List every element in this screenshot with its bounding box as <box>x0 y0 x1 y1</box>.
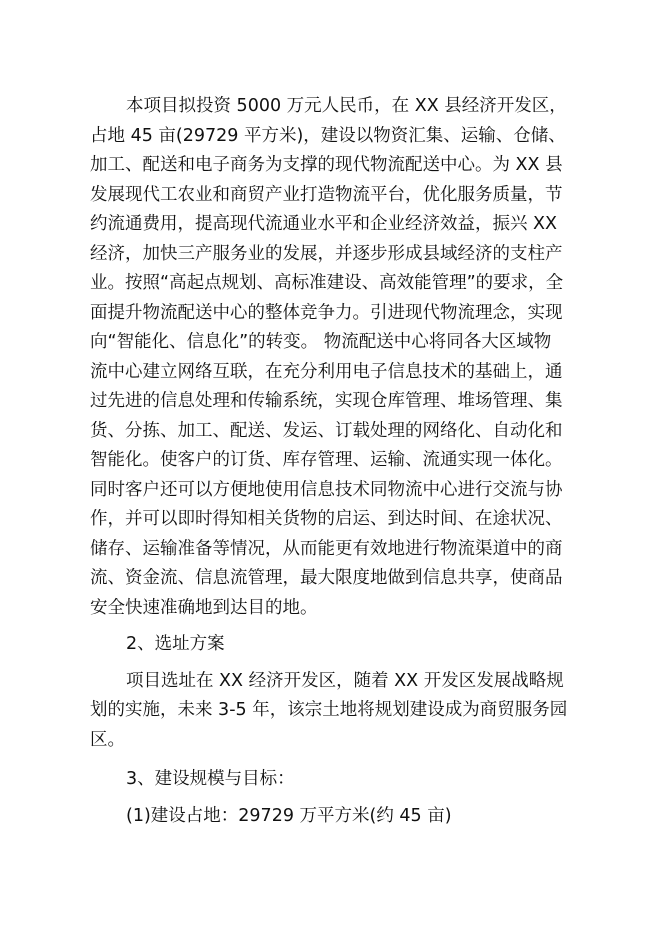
text-line: 向“智能化、信息化”的转变。 物流配送中心将同各大区域物 <box>90 332 552 352</box>
text-line: 流中心建立网络互联，在充分利用电子信息技术的基础上，通 <box>90 361 563 382</box>
text-line: 过先进的信息处理和传输系统，实现仓库管理、堆场管理、集 <box>90 391 563 411</box>
text-line: 划的实施，未来 3-5 年，该宗土地将规划建设成为商贸服务园 <box>90 700 568 720</box>
text-line: 占地 45 亩(29729 平方米)，建设以物资汇集、运输、仓储、 <box>90 125 566 146</box>
paragraph-project-overview <box>90 92 574 623</box>
text-line: 安全快速准确地到达目的地。 <box>90 597 318 618</box>
text-line: 加工、配送和电子商务为支撑的现代物流配送中心。为 XX 县 <box>90 155 563 175</box>
text-line: 作，并可以即时得知相关货物的启运、到达时间、在途状况、 <box>90 509 563 529</box>
text-line: 发展现代工农业和商贸产业打造物流平台，优化服务质量，节 <box>90 184 563 205</box>
paragraph-site-selection <box>90 667 574 756</box>
text-line: 同时客户还可以方便地使用信息技术同物流中心进行交流与协 <box>90 479 563 500</box>
section-heading-site-selection: 2、选址方案 <box>126 634 225 654</box>
text-line: 流、资金流、信息流管理，最大限度地做到信息共享，使商品 <box>90 568 563 588</box>
text-line: 项目选址在 XX 经济开发区，随着 XX 开发区发展战略规 <box>126 670 564 691</box>
text-line: 智能化。使客户的订货、库存管理、运输、流通实现一体化。 <box>90 450 563 470</box>
list-item-land-area: (1)建设占地：29729 万平方米(约 45 亩) <box>126 805 452 826</box>
text-line: 约流通费用，提高现代流通业水平和企业经济效益，振兴 XX <box>90 214 558 234</box>
text-line: 经济，加快三产服务业的发展，并逐步形成县域经济的支柱产 <box>90 243 563 264</box>
text-line: 储存、运输准备等情况，从而能更有效地进行物流渠道中的商 <box>90 538 563 559</box>
text-line: 面提升物流配送中心的整体竞争力。引进现代物流理念，实现 <box>90 302 563 323</box>
text-line: 货、分拣、加工、配送、发运、订载处理的网络化、自动化和 <box>90 420 563 441</box>
section-heading-scale-goals: 3、建设规模与目标： <box>126 769 295 789</box>
text-line: 业。按照“高起点规划、高标准建设、高效能管理”的要求，全 <box>90 273 564 293</box>
text-line: 区。 <box>90 729 125 750</box>
text-line: 本项目拟投资 5000 万元人民币，在 XX 县经济开发区， <box>126 96 567 116</box>
document-body <box>90 92 574 831</box>
